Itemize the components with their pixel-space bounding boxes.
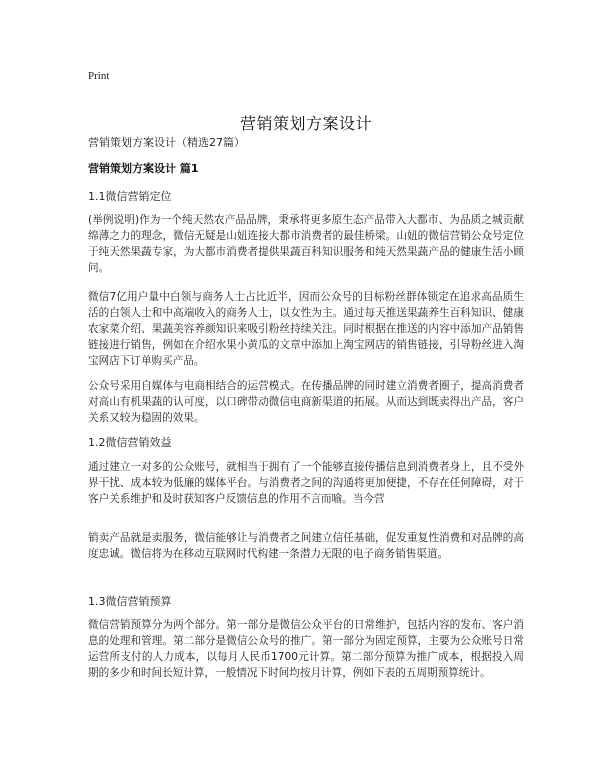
document-title: 营销策划方案设计 xyxy=(239,113,372,133)
subsection-heading-budget: 1.3微信营销预算 xyxy=(88,595,172,608)
subsection-heading-positioning: 1.1微信营销定位 xyxy=(88,190,172,203)
document-subtitle: 营销策划方案设计（精选27篇） xyxy=(88,136,245,149)
paragraph: (举例说明)作为一个纯天然农产品品牌，秉承将更多原生态产品带入大都市、为品质之城贡献绵薄之力的理念，微信无疑是山妞连接大都市消费者的最佳桥梁。山妞的微信营销公众号定位于纯天然果蔬专家，为大都市消费者提供果蔬百科知识服务和纯天然果蔬产品的健康生活小顾问。 xyxy=(88,214,524,274)
paragraph: 微信营销预算分为两个部分。第一部分是微信公众平台的日常维护，包括内容的发布、客户消息的处理和管理。第二部分是微信公众号的推广。第一部分为固定预算，主要为公众账号日常运营所支付的人力成本，以每月人民币1700元计算。第二部分预算为推广成本，根据投入周期的多少和时间长短计算，一般情况下时间均按月计算，例如下表的五周期预算统计。 xyxy=(88,619,524,679)
paragraph: 销卖产品就是卖服务，微信能够让与消费者之间建立信任基础，促发重复性消费和对品牌的高度忠诚。微信将为在移动互联网时代构建一条潜力无限的电子商务销售渠道。 xyxy=(88,532,524,560)
print-link[interactable]: Print xyxy=(88,70,110,82)
paragraph: 公众号采用自媒体与电商相结合的运营模式。在传播品牌的同时建立消费者圈子，提高消费者对高山有机果蔬的认可度，以口碑带动微信电商新渠道的拓展。从而达到既卖得出产品，客户关系又较为稳固的效果。 xyxy=(88,380,524,424)
subsection-heading-benefits: 1.2微信营销效益 xyxy=(88,436,172,449)
section-heading: 营销策划方案设计 篇1 xyxy=(88,162,199,175)
paragraph: 微信7亿用户量中白领与商务人士占比近半，因而公众号的目标粉丝群体锁定在追求高品质生活的白领人士和中高端收入的商务人士，以女性为主。通过每天推送果蔬养生百科知识、健康农家菜介绍、果蔬美容养颜知识来吸引粉丝持续关注。同时根据在推送的内容中添加产品销售链接进行销售，例如在介绍水果小黄瓜的文章中添加上淘宝网店的销售链接，引导粉丝进入淘宝网店下订单购买产品。 xyxy=(88,291,524,367)
paragraph: 通过建立一对多的公众账号，就相当于拥有了一个能够直接传播信息到消费者身上，且不受外界干扰、成本较为低廉的媒体平台。与消费者之间的沟通将更加便捷，不存在任何障碍，对于客户关系维护和及时获知客户反馈信息的作用不言而喻。当今营 xyxy=(88,461,524,505)
